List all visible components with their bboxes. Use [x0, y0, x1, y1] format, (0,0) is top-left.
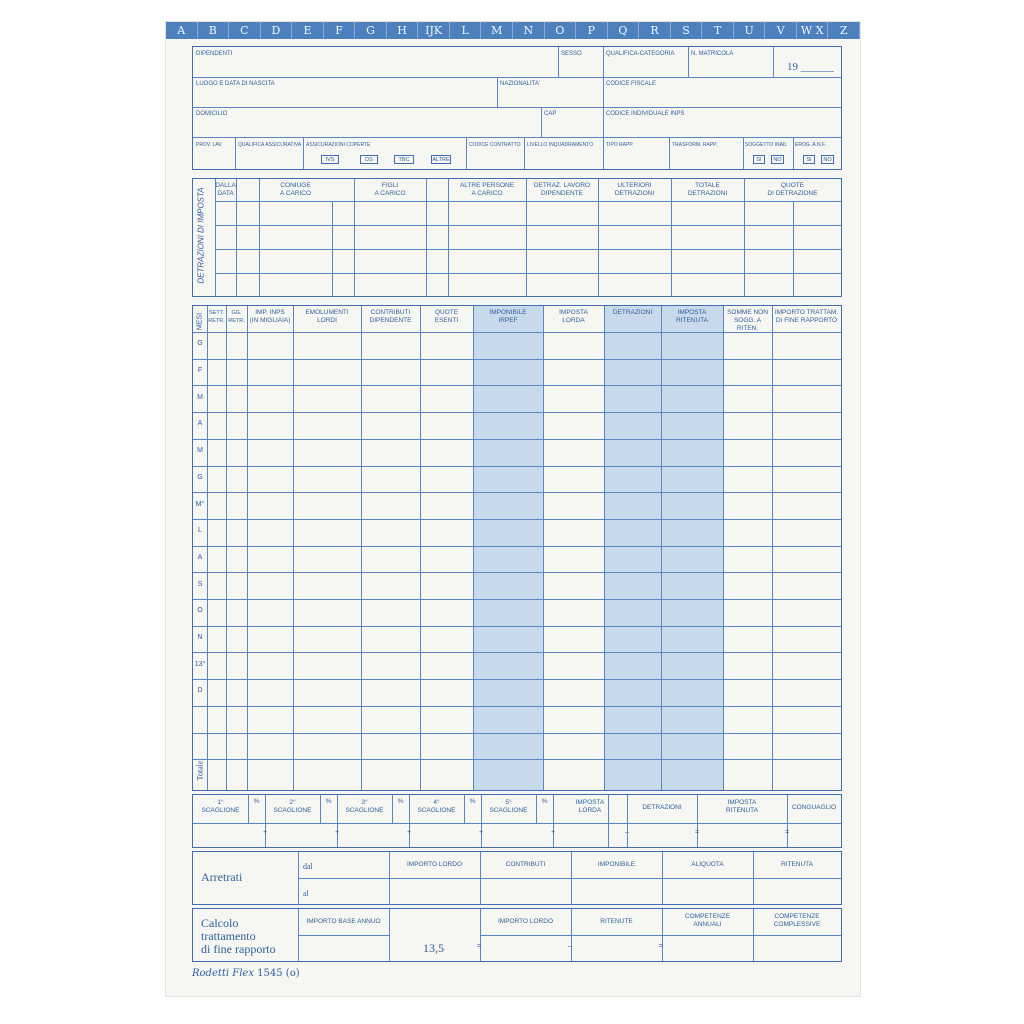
- footer-brand: Rodetti Flex: [192, 968, 254, 979]
- alphabet-tab[interactable]: IJK: [418, 22, 450, 39]
- alphabet-tab[interactable]: R: [639, 22, 671, 39]
- employee-header-box: [192, 46, 842, 170]
- arretrati-col-ritenuta: RITENUTA: [780, 861, 814, 868]
- label-livello-inquadramento: LIVELLO INQUADRAMENTO: [527, 142, 594, 148]
- alphabet-tab[interactable]: C: [229, 22, 261, 39]
- mesi-col-header: IMP. INPS (IN MIGLIAIA): [249, 309, 291, 324]
- detrazioni-col-header: TOTALE DETRAZIONI: [687, 182, 728, 197]
- label-dipendenti: DIPENDENTI: [196, 51, 233, 57]
- scaglione-label: 1° SCAGLIONE: [201, 799, 240, 814]
- percent-label: %: [325, 798, 332, 805]
- totale-label: Totale: [195, 760, 205, 781]
- label-codice-fiscale: CODICE FISCALE: [606, 81, 657, 87]
- mesi-side-label: MESI: [196, 312, 204, 331]
- alphabet-tab[interactable]: W X Y: [797, 22, 829, 39]
- mesi-col-header: IMPONIBILE IRPEF: [489, 309, 527, 324]
- percent-label: %: [253, 798, 260, 805]
- label-trasform-rapp: TRASFORM. RAPP.: [672, 142, 718, 148]
- altre-checkbox[interactable]: ALTRE: [432, 157, 450, 163]
- footer-code: 1545 (o): [257, 968, 300, 979]
- month-label: A: [197, 420, 203, 428]
- mesi-col-header: GG. RETR.: [228, 310, 245, 324]
- label-assicurazioni-coperte: ASSICURAZIONI COPERTE: [306, 142, 371, 148]
- label-sesso: SESSO: [561, 51, 582, 57]
- mesi-col-header: IMPOSTA RITENUTA: [675, 309, 709, 324]
- scaglione-label: 2° SCAGLIONE: [273, 799, 312, 814]
- mesi-col-header: EMOLUMENTI LORDI: [305, 309, 349, 324]
- month-label: O: [197, 607, 203, 615]
- alphabet-tab[interactable]: T: [702, 22, 734, 39]
- monthly-payroll-table: [192, 305, 842, 791]
- month-label: M: [197, 393, 203, 401]
- detrazioni-table: [192, 178, 842, 297]
- label-codice-contratto: CODICE CONTRATTO: [469, 142, 521, 148]
- label-luogo-data-nascita: LUOGO E DATA DI NASCITA: [196, 81, 275, 87]
- footer-imprint: [192, 968, 300, 979]
- tfr-col-competenze-annuali: COMPETENZE ANNUALI: [684, 913, 731, 928]
- alphabet-tab[interactable]: S: [671, 22, 703, 39]
- month-label: 13°: [194, 660, 206, 668]
- arretrati-col-importo-lordo: IMPORTO LORDO: [406, 861, 463, 868]
- ds-checkbox[interactable]: DS: [360, 155, 378, 164]
- alphabet-tab[interactable]: V: [765, 22, 797, 39]
- anf-si-checkbox[interactable]: SI: [803, 155, 815, 164]
- detrazioni-col-header: ULTERIORI DETRAZIONI: [614, 182, 655, 197]
- mesi-col-header: QUOTE ESENTI: [434, 309, 459, 324]
- tfr-calculation-table: Calcolo trattamento di fine rapporto IMPORTO BASE ANNUO 13,5 IMPORTO LORDO RITENUTE COMPETENZE ANNUALI COMPETENZE COMPLESSIVE = – =: [192, 908, 842, 962]
- detrazioni-col-header: ALTRE PERSONE A CARICO: [459, 182, 515, 197]
- label-tipo-rapp: TIPO RAPP.: [606, 142, 634, 148]
- payroll-form-sheet: [166, 22, 860, 996]
- alphabet-tab[interactable]: U: [734, 22, 766, 39]
- scaglione-label: 3° SCAGLIONE: [345, 799, 384, 814]
- tfr-col-competenze-complessive: COMPETENZE COMPLESSIVE: [773, 913, 821, 928]
- scaglioni-table: 1° SCAGLIONE % 2° SCAGLIONE % 3° SCAGLIONE % 4° SCAGLIONE % 5° SCAGLIONE % IMPOSTA LORDA DETRAZIONI IMPOSTA RITENUTA CONGUAGLIO + + + + + – = =: [192, 794, 842, 848]
- arretrati-col-imponibile: IMPONIBILE: [597, 861, 636, 868]
- alphabet-tab[interactable]: F: [324, 22, 356, 39]
- arretrati-col-aliquota: ALIQUOTA: [691, 861, 724, 868]
- anf-no-checkbox[interactable]: NO: [821, 155, 834, 164]
- label-cap: CAP: [544, 111, 557, 117]
- tbc-checkbox[interactable]: TBC: [394, 155, 414, 164]
- alphabet-tab[interactable]: P: [576, 22, 608, 39]
- month-label: G: [197, 340, 203, 348]
- mesi-col-header: DETRAZIONI: [612, 309, 653, 316]
- arretrati-table: [192, 851, 842, 905]
- alphabet-tab[interactable]: O: [545, 22, 577, 39]
- tfr-col-ritenute: RITENUTE: [600, 918, 633, 925]
- arretrati-al-label: al: [303, 889, 309, 898]
- month-label: M: [197, 447, 203, 455]
- label-prov-lav: PROV. LAV.: [196, 142, 223, 148]
- tfr-divisor: 13,5: [423, 941, 444, 955]
- tfr-col-importo-lordo: IMPORTO LORDO: [497, 918, 554, 925]
- detrazioni-col-header: CONIUGE A CARICO: [279, 182, 312, 197]
- mesi-col-header: CONTRIBUTI DIPENDENTE: [369, 309, 412, 324]
- scaglioni-col-imposta-ritenuta: IMPOSTA RITENUTA: [725, 799, 759, 814]
- month-label: N: [197, 634, 203, 642]
- alphabet-tab[interactable]: Z: [828, 22, 860, 39]
- alphabet-tab[interactable]: L: [450, 22, 482, 39]
- scaglioni-col-conguaglio: CONGUAGLIO: [791, 804, 837, 811]
- alphabet-tab[interactable]: N: [513, 22, 545, 39]
- percent-label: %: [469, 798, 476, 805]
- ivs-checkbox[interactable]: IVS: [321, 155, 339, 164]
- tfr-title-line-1: Calcolo: [201, 916, 239, 930]
- inail-si-checkbox[interactable]: SI: [753, 155, 765, 164]
- inail-no-checkbox[interactable]: NO: [771, 155, 784, 164]
- alphabet-tab[interactable]: E: [292, 22, 324, 39]
- month-label: F: [197, 367, 203, 375]
- month-label: S: [197, 580, 203, 588]
- arretrati-dal-label: dal: [303, 862, 313, 871]
- detrazioni-col-header: DALLA DATA: [215, 182, 236, 197]
- arretrati-col-contributi: CONTRIBUTI: [505, 861, 546, 868]
- alphabet-tab[interactable]: G: [355, 22, 387, 39]
- mesi-col-header: IMPOSTA LORDA: [559, 309, 588, 324]
- alphabet-tab[interactable]: A: [166, 22, 198, 39]
- label-nazionalita: NAZIONALITA': [500, 81, 541, 87]
- percent-label: %: [541, 798, 548, 805]
- year-field: 19 ______: [787, 61, 834, 73]
- month-label: L: [198, 527, 202, 535]
- alphabet-tab[interactable]: M: [481, 22, 513, 39]
- alphabet-tab[interactable]: B: [198, 22, 230, 39]
- label-codice-inps: CODICE INDIVIDUALE INPS: [606, 111, 685, 117]
- scaglioni-col-imposta-lorda: IMPOSTA LORDA: [575, 799, 605, 814]
- scaglione-label: 5° SCAGLIONE: [489, 799, 528, 814]
- mesi-col-header: SOMME NON SOGG. A RITEN.: [727, 309, 768, 332]
- month-label: D: [197, 687, 203, 695]
- month-label: G: [197, 473, 203, 481]
- mesi-col-header: SETT. RETR.: [208, 310, 225, 324]
- tfr-title-line-3: di fine rapporto: [201, 942, 276, 956]
- tfr-title-line-2: trattamento: [201, 929, 256, 943]
- label-erog-anf: EROG. A.N.F.: [795, 142, 826, 148]
- month-label: A: [197, 553, 203, 561]
- label-qualifica-assicurativa: QUALIFICA ASSICURATIVA: [238, 142, 302, 148]
- label-soggetto-inail: SOGGETTO INAIL: [745, 142, 788, 148]
- month-label: M°: [195, 500, 205, 508]
- label-domicilio: DOMICILIO: [196, 111, 228, 117]
- arretrati-title: Arretrati: [201, 870, 243, 884]
- percent-label: %: [397, 798, 404, 805]
- label-n-matricola: N. MATRICOLA: [691, 51, 734, 57]
- label-qualifica-categoria: QUALIFICA-CATEGORIA: [606, 51, 675, 57]
- scaglione-label: 4° SCAGLIONE: [417, 799, 456, 814]
- detrazioni-col-header: FIGLI A CARICO: [374, 182, 406, 197]
- tfr-col-importo-base-annuo: IMPORTO BASE ANNUO: [306, 918, 381, 925]
- scaglioni-col-detrazioni: DETRAZIONI: [642, 804, 682, 811]
- alphabet-tab[interactable]: D: [261, 22, 293, 39]
- alphabet-tab[interactable]: Q: [608, 22, 640, 39]
- detrazioni-side-label: DETRAZIONI DI IMPOSTA: [196, 187, 206, 284]
- detrazioni-col-header: DETRAZ. LAVORO DIPENDENTE: [533, 182, 591, 197]
- detrazioni-col-header: QUOTE DI DETRAZIONE: [767, 182, 818, 197]
- alphabet-tab[interactable]: H: [387, 22, 419, 39]
- mesi-col-header: IMPORTO TRATTAM. DI FINE RAPPORTO: [774, 309, 839, 324]
